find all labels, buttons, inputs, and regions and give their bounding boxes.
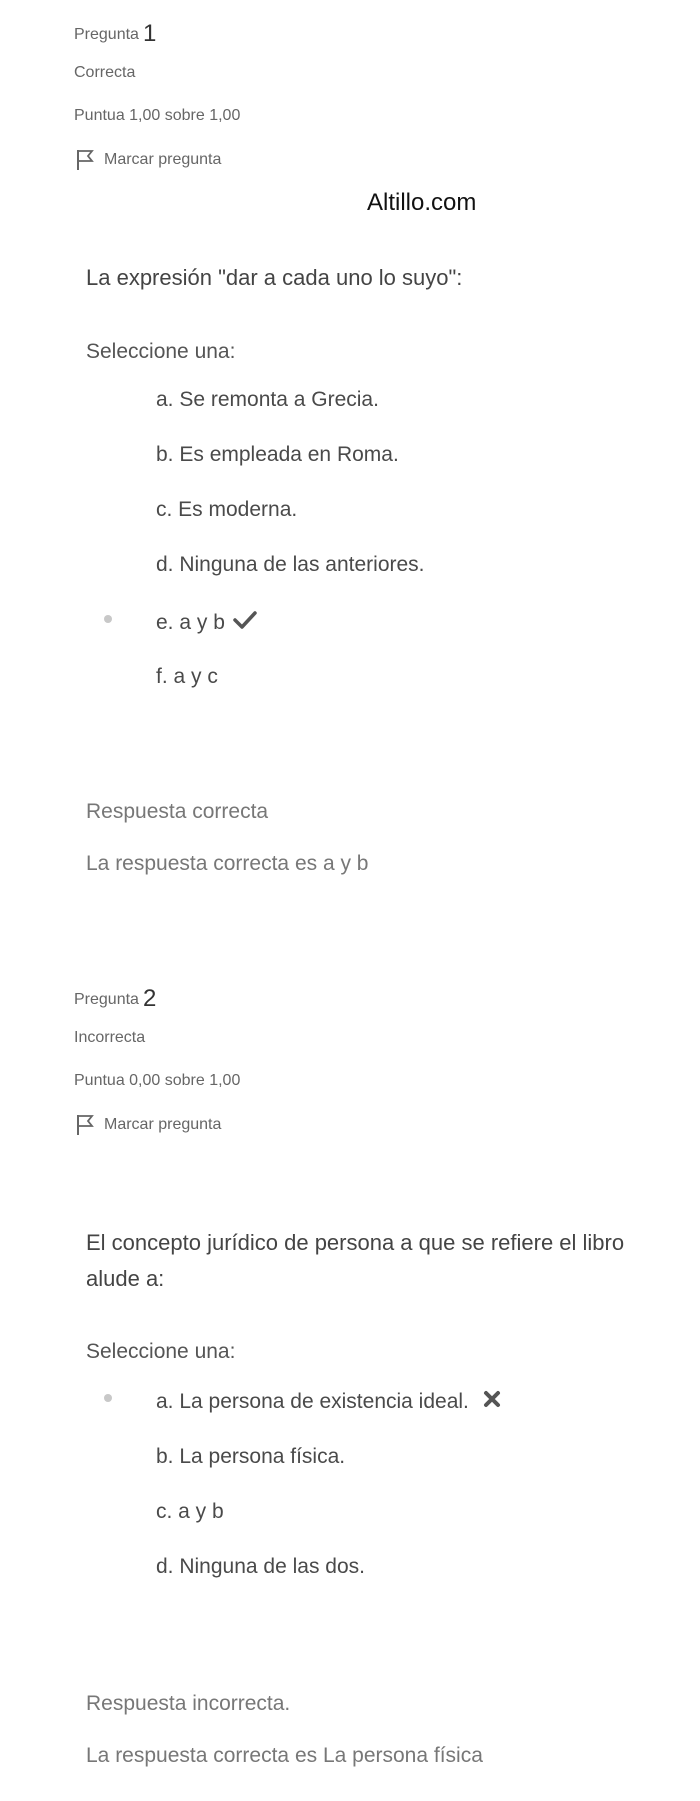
question-2-prompt: Seleccione una: bbox=[86, 1340, 236, 1363]
q1-feedback: Respuesta correcta bbox=[86, 800, 269, 823]
question-2-label bbox=[74, 985, 156, 1013]
q1-option-e[interactable] bbox=[156, 610, 257, 636]
q1-option-e-label: e. a y b bbox=[156, 611, 225, 634]
question-2-grade: Puntua 0,00 sobre 1,00 bbox=[74, 1072, 241, 1089]
question-1-grade: Puntua 1,00 sobre 1,00 bbox=[74, 107, 241, 124]
flag-icon bbox=[76, 149, 94, 171]
q1-selected-radio[interactable] bbox=[104, 615, 112, 623]
q1-option-c[interactable]: c. Es moderna. bbox=[156, 498, 298, 521]
cross-icon bbox=[483, 1390, 501, 1414]
flag-icon bbox=[76, 1114, 94, 1136]
flag-question-2-link[interactable] bbox=[76, 1114, 221, 1136]
question-1-text: La expresión "dar a cada uno lo suyo": bbox=[86, 265, 463, 290]
question-label-text: Pregunta bbox=[74, 26, 139, 43]
q2-option-b[interactable]: b. La persona física. bbox=[156, 1445, 346, 1468]
flag-label: Marcar pregunta bbox=[104, 1116, 222, 1133]
q2-option-a[interactable] bbox=[156, 1390, 501, 1414]
q1-option-a[interactable]: a. Se remonta a Grecia. bbox=[156, 388, 379, 411]
q2-feedback: Respuesta incorrecta. bbox=[86, 1692, 291, 1715]
question-2-state: Incorrecta bbox=[74, 1029, 146, 1046]
question-label-text: Pregunta bbox=[74, 991, 139, 1008]
q2-option-a-label: a. La persona de existencia ideal. bbox=[156, 1390, 469, 1413]
question-2-text: El concepto jurídico de persona a que se refiere el libro alude a: bbox=[86, 1230, 625, 1291]
q2-selected-radio[interactable] bbox=[104, 1394, 112, 1402]
question-1-state: Correcta bbox=[74, 64, 136, 81]
question-1-prompt: Seleccione una: bbox=[86, 340, 236, 363]
question-number: 1 bbox=[142, 20, 157, 47]
q2-option-c[interactable]: c. a y b bbox=[156, 1500, 224, 1523]
q2-right-answer: La respuesta correcta es La persona física bbox=[86, 1744, 483, 1767]
flag-label: Marcar pregunta bbox=[104, 151, 222, 168]
q1-option-f[interactable]: f. a y c bbox=[156, 665, 218, 688]
question-number: 2 bbox=[142, 985, 157, 1012]
flag-question-1-link[interactable] bbox=[76, 149, 221, 171]
q1-option-b[interactable]: b. Es empleada en Roma. bbox=[156, 443, 399, 466]
question-1-label bbox=[74, 20, 156, 48]
q2-option-d[interactable]: d. Ninguna de las dos. bbox=[156, 1555, 365, 1578]
check-icon bbox=[233, 610, 257, 636]
watermark: Altillo.com bbox=[367, 189, 477, 216]
q1-option-d[interactable]: d. Ninguna de las anteriores. bbox=[156, 553, 425, 576]
q1-right-answer: La respuesta correcta es a y b bbox=[86, 852, 369, 875]
